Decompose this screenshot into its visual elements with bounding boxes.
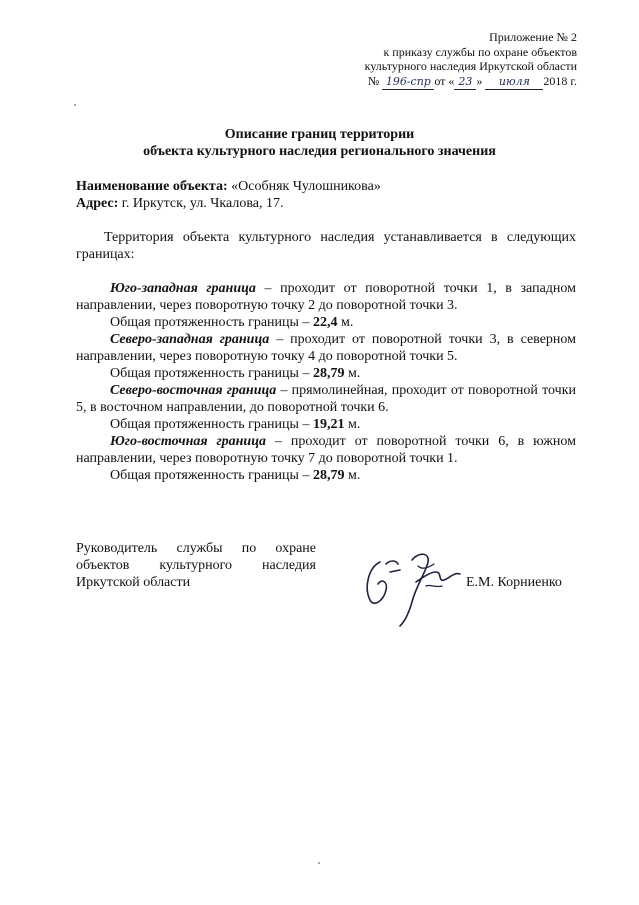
length-value: 28,79 — [312, 468, 345, 483]
boundary-text: – проходит от поворотной точки 6, в южном направлении, через поворотную точку 7 до поворотной точки 1. — [76, 434, 577, 466]
object-address-row — [76, 195, 381, 212]
object-name-value: «Особняк Чулошникова» — [231, 179, 381, 194]
object-address-label: Адрес: — [76, 196, 119, 211]
object-info — [76, 178, 381, 212]
boundary-paragraph — [76, 433, 576, 467]
boundary-paragraph — [76, 280, 576, 314]
boundary-length — [76, 314, 576, 331]
appendix-header — [365, 30, 577, 90]
length-prefix: Общая протяженность границы – — [110, 315, 313, 330]
title-line-2: объекта культурного наследия регионального значения — [143, 144, 496, 159]
order-day: 23 — [454, 75, 476, 91]
boundary-paragraph — [76, 382, 576, 416]
boundary-paragraph — [76, 331, 576, 365]
object-name-row — [76, 178, 381, 195]
length-suffix: м. — [337, 315, 354, 330]
document-title — [0, 126, 639, 160]
length-prefix: Общая протяженность границы – — [110, 468, 313, 483]
appendix-order-line — [365, 74, 577, 91]
boundary-text: – прямолинейная, проходит от поворотной точки 5, в восточном направлении, до поворотной точки 6. — [76, 383, 576, 415]
length-value: 22,4 — [312, 315, 338, 330]
boundary-name: Юго-западная граница — [110, 281, 256, 296]
boundary-length — [76, 467, 576, 484]
object-address-value: г. Иркутск, ул. Чкалова, 17. — [121, 196, 284, 211]
intro-paragraph: Территория объекта культурного наследия устанавливается в следующих границах: — [76, 230, 576, 262]
length-suffix: м. — [344, 468, 361, 483]
order-month: июля — [485, 75, 543, 91]
handwritten-signature — [356, 542, 466, 628]
boundary-name: Северо-западная граница — [110, 332, 270, 347]
signatory-role: Руководитель службы по охране объектов культурного наследия Иркутской области — [76, 541, 316, 590]
signatory-name: Е.М. Корниенко — [466, 575, 562, 590]
boundary-name: Юго-восточная граница — [110, 434, 267, 449]
appendix-line-1: Приложение № 2 — [489, 30, 577, 44]
object-name-label: Наименование объекта: — [76, 179, 228, 194]
order-close-quote: » — [476, 73, 483, 88]
title-line-1: Описание границ территории — [224, 127, 415, 142]
order-from-word: от « — [434, 73, 455, 88]
length-prefix: Общая протяженность границы – — [110, 366, 313, 381]
appendix-line-3: культурного наследия Иркутской области — [364, 59, 577, 73]
order-number-prefix: № — [367, 73, 380, 88]
boundary-length — [76, 416, 576, 433]
boundary-name: Северо-восточная граница — [110, 383, 277, 398]
scan-speck — [318, 862, 320, 864]
length-value: 19,21 — [312, 417, 345, 432]
boundary-text: – проходит от поворотной точки 1, в западном направлении, через поворотную точку 2 до поворотной точки 3. — [76, 281, 576, 313]
length-value: 28,79 — [312, 366, 345, 381]
boundary-text: – проходит от поворотной точки 3, в северном направлении, через поворотную точку 4 до поворотной точки 5. — [76, 332, 576, 364]
boundary-length — [76, 365, 576, 382]
order-year: 2018 г. — [543, 73, 577, 88]
length-prefix: Общая протяженность границы – — [110, 417, 313, 432]
boundaries-description — [76, 229, 576, 484]
order-number: 196-спр — [382, 75, 434, 91]
length-suffix: м. — [344, 417, 361, 432]
appendix-line-2: к приказу службы по охране объектов — [383, 44, 577, 59]
scan-speck — [74, 104, 76, 106]
length-suffix: м. — [344, 366, 361, 381]
